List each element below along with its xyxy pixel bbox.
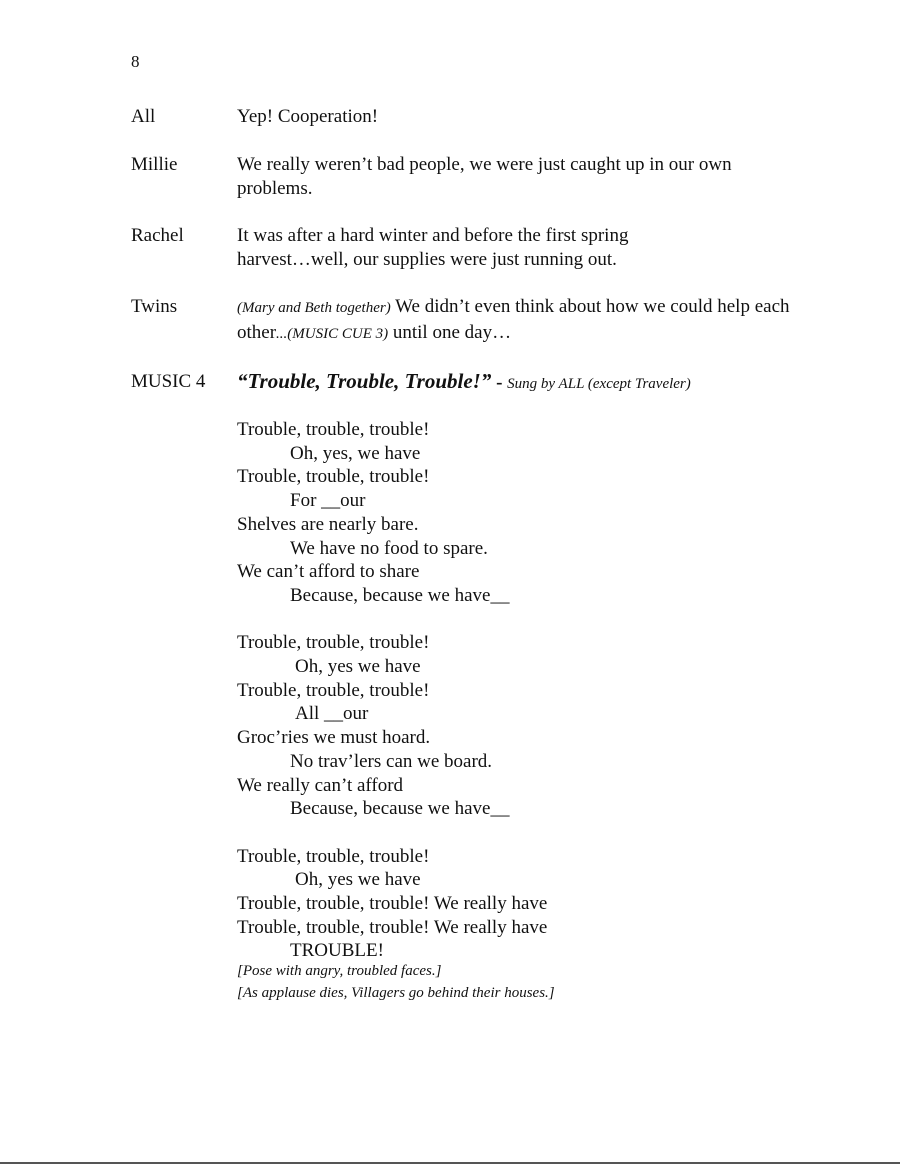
stage-direction-inline: (Mary and Beth together) — [237, 300, 391, 316]
dialogue-text: until one day… — [388, 321, 512, 343]
lyric-line: Trouble, trouble, trouble! We really have — [237, 916, 548, 938]
lyric-line: For __our — [290, 490, 366, 512]
lyric-line: TROUBLE! — [290, 940, 384, 962]
speaker-name: All — [131, 106, 156, 127]
stage-directions — [237, 960, 555, 1004]
dialogue-line: Yep! Cooperation! — [237, 106, 379, 127]
lyric-line: Because, because we have__ — [290, 798, 510, 820]
song-title: “Trouble, Trouble, Trouble!” — [237, 369, 492, 393]
lyric-line: All __our — [295, 703, 369, 725]
dialogue-line — [237, 224, 797, 271]
song-title-line — [237, 370, 797, 397]
song-lyrics — [237, 418, 737, 987]
lyric-line: Trouble, trouble, trouble! — [237, 466, 430, 488]
lyric-line: Oh, yes we have — [295, 869, 421, 891]
speaker-name: Twins — [131, 296, 178, 317]
verse-1 — [237, 418, 737, 608]
verse-2 — [237, 631, 737, 821]
music-cue: ...(MUSIC CUE 3) — [276, 325, 389, 342]
lyric-line: Oh, yes we have — [295, 656, 421, 678]
lyric-line: Trouble, trouble, trouble! — [237, 845, 430, 867]
lyric-line: Shelves are nearly bare. — [237, 513, 419, 535]
dialogue-line — [237, 295, 797, 346]
lyric-line: We really can’t afford — [237, 774, 404, 796]
lyric-line: Trouble, trouble, trouble! — [237, 679, 430, 701]
song-credit: Sung by ALL (except Traveler) — [507, 376, 691, 392]
lyric-line: Trouble, trouble, trouble! — [237, 419, 430, 440]
lyric-line: Groc’ries we must hoard. — [237, 727, 431, 749]
lyric-line: Oh, yes, we have — [290, 442, 421, 464]
stage-direction: [As applause dies, Villagers go behind their houses.] — [237, 985, 555, 1001]
speaker-name: Millie — [131, 154, 178, 175]
lyric-line: No trav’lers can we board. — [290, 750, 493, 772]
lyric-line: We have no food to spare. — [290, 537, 488, 559]
stage-direction: [Pose with angry, troubled faces.] — [237, 963, 442, 979]
music-label: MUSIC 4 — [131, 371, 206, 392]
page-number: 8 — [131, 52, 140, 71]
dialogue-text: We didn’t even think about how we could help each other — [237, 296, 790, 343]
lyric-line: Trouble, trouble, trouble! We really have — [237, 893, 548, 915]
dialogue-line-1: It was after a hard winter and before the first spring — [237, 225, 629, 246]
dialogue-line: We really weren’t bad people, we were just caught up in our own problems. — [237, 154, 732, 199]
lyric-line: We can’t afford to share — [237, 561, 420, 583]
lyric-line: Because, because we have__ — [290, 584, 510, 606]
dialogue-line-2: harvest…well, our supplies were just running out. — [237, 248, 617, 270]
lyric-line: Trouble, trouble, trouble! — [237, 632, 430, 654]
speaker-name: Rachel — [131, 225, 184, 246]
song-separator: - — [491, 372, 508, 393]
verse-3 — [237, 845, 737, 964]
